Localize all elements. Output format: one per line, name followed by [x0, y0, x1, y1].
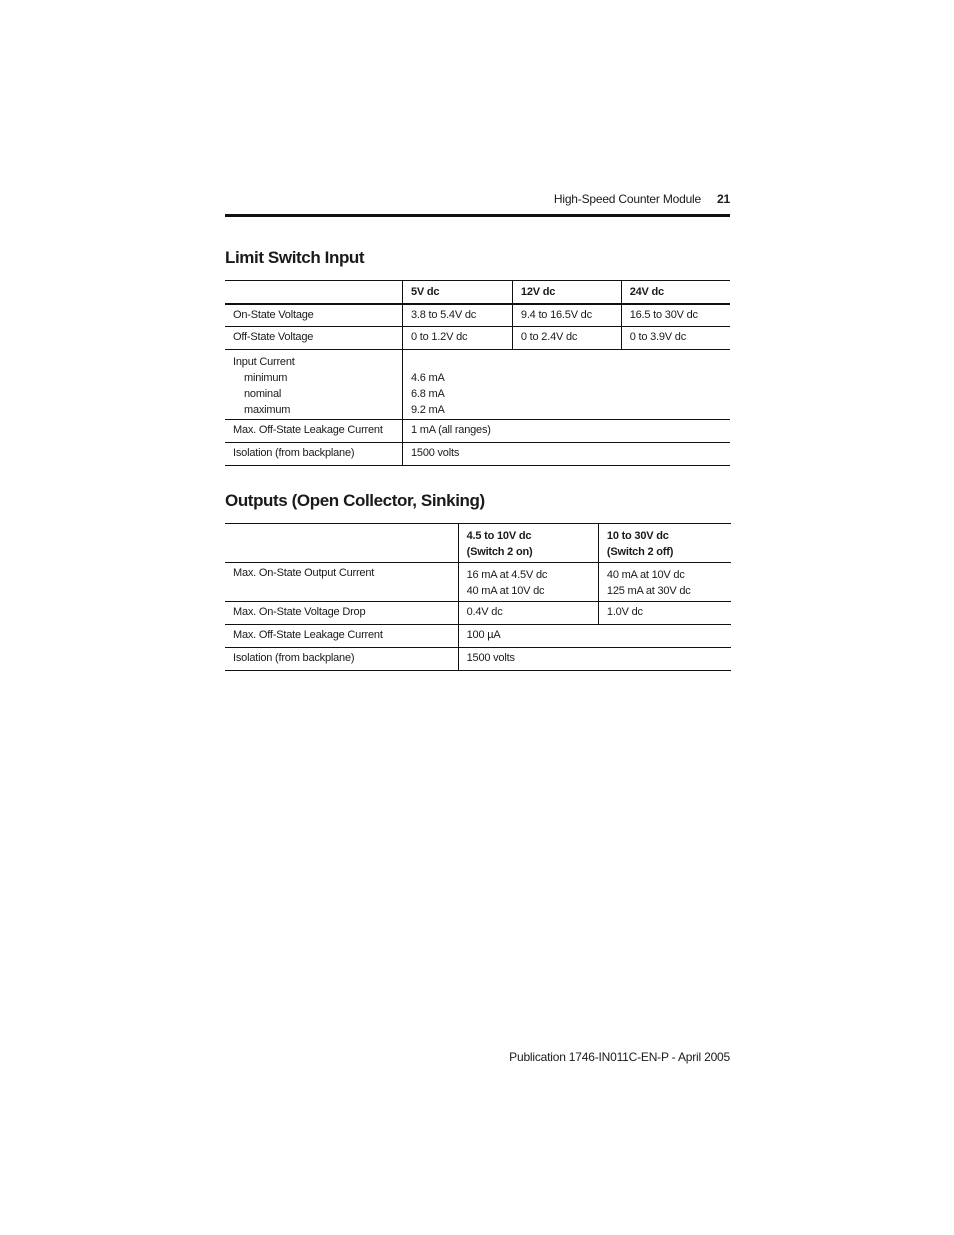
column-header-4-5-to-10v	[458, 524, 598, 563]
row-label: Input Current	[233, 356, 295, 368]
cell-value: 100 µA	[458, 625, 731, 648]
cell-value: 1500 volts	[458, 648, 731, 671]
cell-value: 125 mA at 30V dc	[606, 585, 691, 597]
header-line: 4.5 to 10V dc	[466, 530, 532, 542]
row-label: On-State Voltage	[233, 308, 314, 321]
cell-value: 4.6 mA	[410, 372, 445, 384]
cell-value: 40 mA at 10V dc	[466, 585, 545, 597]
cell-value: 3.8 to 5.4V dc	[402, 304, 512, 327]
limit-switch-table	[225, 280, 730, 466]
sub-label: maximum	[244, 404, 291, 416]
cell-value: 0 to 2.4V dc	[512, 327, 621, 350]
table-row	[225, 420, 730, 443]
header-line: (Switch 2 off)	[606, 546, 674, 558]
table-row	[225, 443, 730, 466]
row-label: Isolation (from backplane)	[233, 447, 355, 459]
header-line: 10 to 30V dc	[606, 530, 669, 542]
header-title: High-Speed Counter Module	[553, 192, 701, 206]
sub-label: minimum	[244, 372, 288, 384]
cell-value-group	[458, 563, 598, 602]
cell-value: 16.5 to 30V dc	[621, 304, 730, 327]
cell-value: 9.2 mA	[410, 404, 445, 416]
table-row	[225, 625, 731, 648]
table-row	[225, 648, 731, 671]
publication-footer: Publication 1746-IN011C-EN-P - April 2005	[509, 1050, 730, 1064]
spacer	[411, 354, 722, 370]
cell-value: 0 to 1.2V dc	[402, 327, 512, 350]
cell-value: 1 mA (all ranges)	[402, 420, 730, 443]
cell-value: 0.4V dc	[458, 602, 598, 625]
cell-value: 1.0V dc	[598, 602, 731, 625]
column-header-5v: 5V dc	[402, 281, 512, 304]
row-label: Max. Off-State Leakage Current	[233, 629, 383, 641]
table-header-row	[225, 524, 731, 563]
row-label: Max. On-State Output Current	[233, 567, 375, 579]
column-header-12v: 12V dc	[512, 281, 621, 304]
cell-value: 16 mA at 4.5V dc	[466, 569, 548, 581]
row-label-group	[225, 350, 402, 420]
table-row	[225, 602, 731, 625]
table-row	[225, 304, 730, 327]
cell-value: 9.4 to 16.5V dc	[512, 304, 621, 327]
header-line: (Switch 2 on)	[466, 546, 533, 558]
row-label: Off-State Voltage	[233, 331, 314, 343]
column-header	[225, 524, 458, 563]
cell-value: 40 mA at 10V dc	[606, 569, 685, 581]
table-row	[225, 350, 730, 420]
table-row	[225, 563, 731, 602]
limit-switch-heading: Limit Switch Input	[225, 248, 365, 267]
cell-value: 0 to 3.9V dc	[621, 327, 730, 350]
cell-value: 1500 volts	[402, 443, 730, 466]
running-header	[225, 192, 730, 210]
row-label: Max. On-State Voltage Drop	[233, 606, 366, 618]
cell-value-group	[402, 350, 730, 420]
page-number: 21	[717, 192, 730, 206]
outputs-heading: Outputs (Open Collector, Sinking)	[225, 491, 485, 510]
table-row	[225, 327, 730, 350]
cell-value-group	[598, 563, 731, 602]
column-header-10-to-30v	[598, 524, 731, 563]
cell-value: 6.8 mA	[410, 388, 445, 400]
row-label: Max. Off-State Leakage Current	[233, 424, 383, 436]
table-header-row	[225, 281, 730, 304]
header-rule	[225, 214, 730, 217]
row-label: Isolation (from backplane)	[233, 652, 355, 664]
outputs-table	[225, 523, 731, 671]
column-header	[225, 281, 402, 304]
sub-label: nominal	[244, 388, 282, 400]
column-header-24v: 24V dc	[621, 281, 730, 304]
